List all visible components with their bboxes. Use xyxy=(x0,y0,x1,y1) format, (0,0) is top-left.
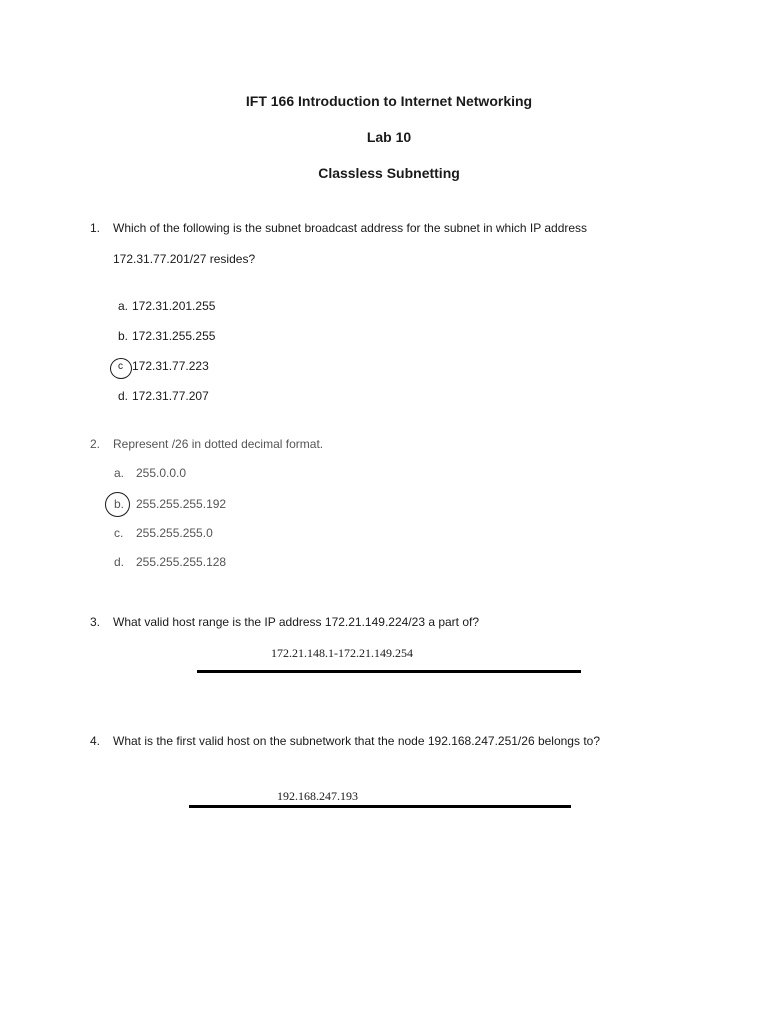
option-value: 172.31.77.223 xyxy=(132,359,209,373)
question-number: 2. xyxy=(90,437,101,451)
option-value: 255.0.0.0 xyxy=(136,466,187,480)
question-text: What is the first valid host on the subnetwork that the node 192.168.247.251/26 belongs to? xyxy=(113,734,600,748)
document-title: IFT 166 Introduction to Internet Networking xyxy=(245,93,533,109)
option-value: 172.31.201.255 xyxy=(132,299,216,313)
option-value: 172.31.77.207 xyxy=(132,389,209,403)
option-value: 255.255.255.0 xyxy=(136,526,213,540)
answer-underline xyxy=(197,670,581,673)
lab-number: Lab 10 xyxy=(366,129,412,145)
question-number: 3. xyxy=(90,615,101,629)
option-letter: c xyxy=(118,361,123,372)
option-value: 255.255.255.128 xyxy=(136,555,227,569)
question-text-continued: 172.31.77.201/27 resides? xyxy=(113,252,256,266)
option-value: 172.31.255.255 xyxy=(132,329,216,343)
option-letter: b. xyxy=(118,329,129,343)
question-text: What valid host range is the IP address 172.21.149.224/23 a part of? xyxy=(113,615,480,629)
option-letter: a. xyxy=(114,466,125,480)
option-letter: d. xyxy=(118,389,129,403)
handwritten-answer: 172.21.148.1-172.21.149.254 xyxy=(271,646,413,660)
option-letter: d. xyxy=(114,555,125,569)
question-number: 4. xyxy=(90,734,101,748)
option-value: 255.255.255.192 xyxy=(136,497,227,511)
option-letter: c. xyxy=(114,526,124,540)
lab-topic: Classless Subnetting xyxy=(318,165,460,181)
option-letter: a. xyxy=(118,299,129,313)
question-text: Which of the following is the subnet broadcast address for the subnet in which IP address xyxy=(113,221,588,235)
option-letter: b. xyxy=(114,497,125,511)
question-text: Represent /26 in dotted decimal format. xyxy=(113,437,324,451)
answer-underline xyxy=(189,805,571,808)
question-number: 1. xyxy=(90,221,101,235)
handwritten-answer: 192.168.247.193 xyxy=(277,789,358,803)
